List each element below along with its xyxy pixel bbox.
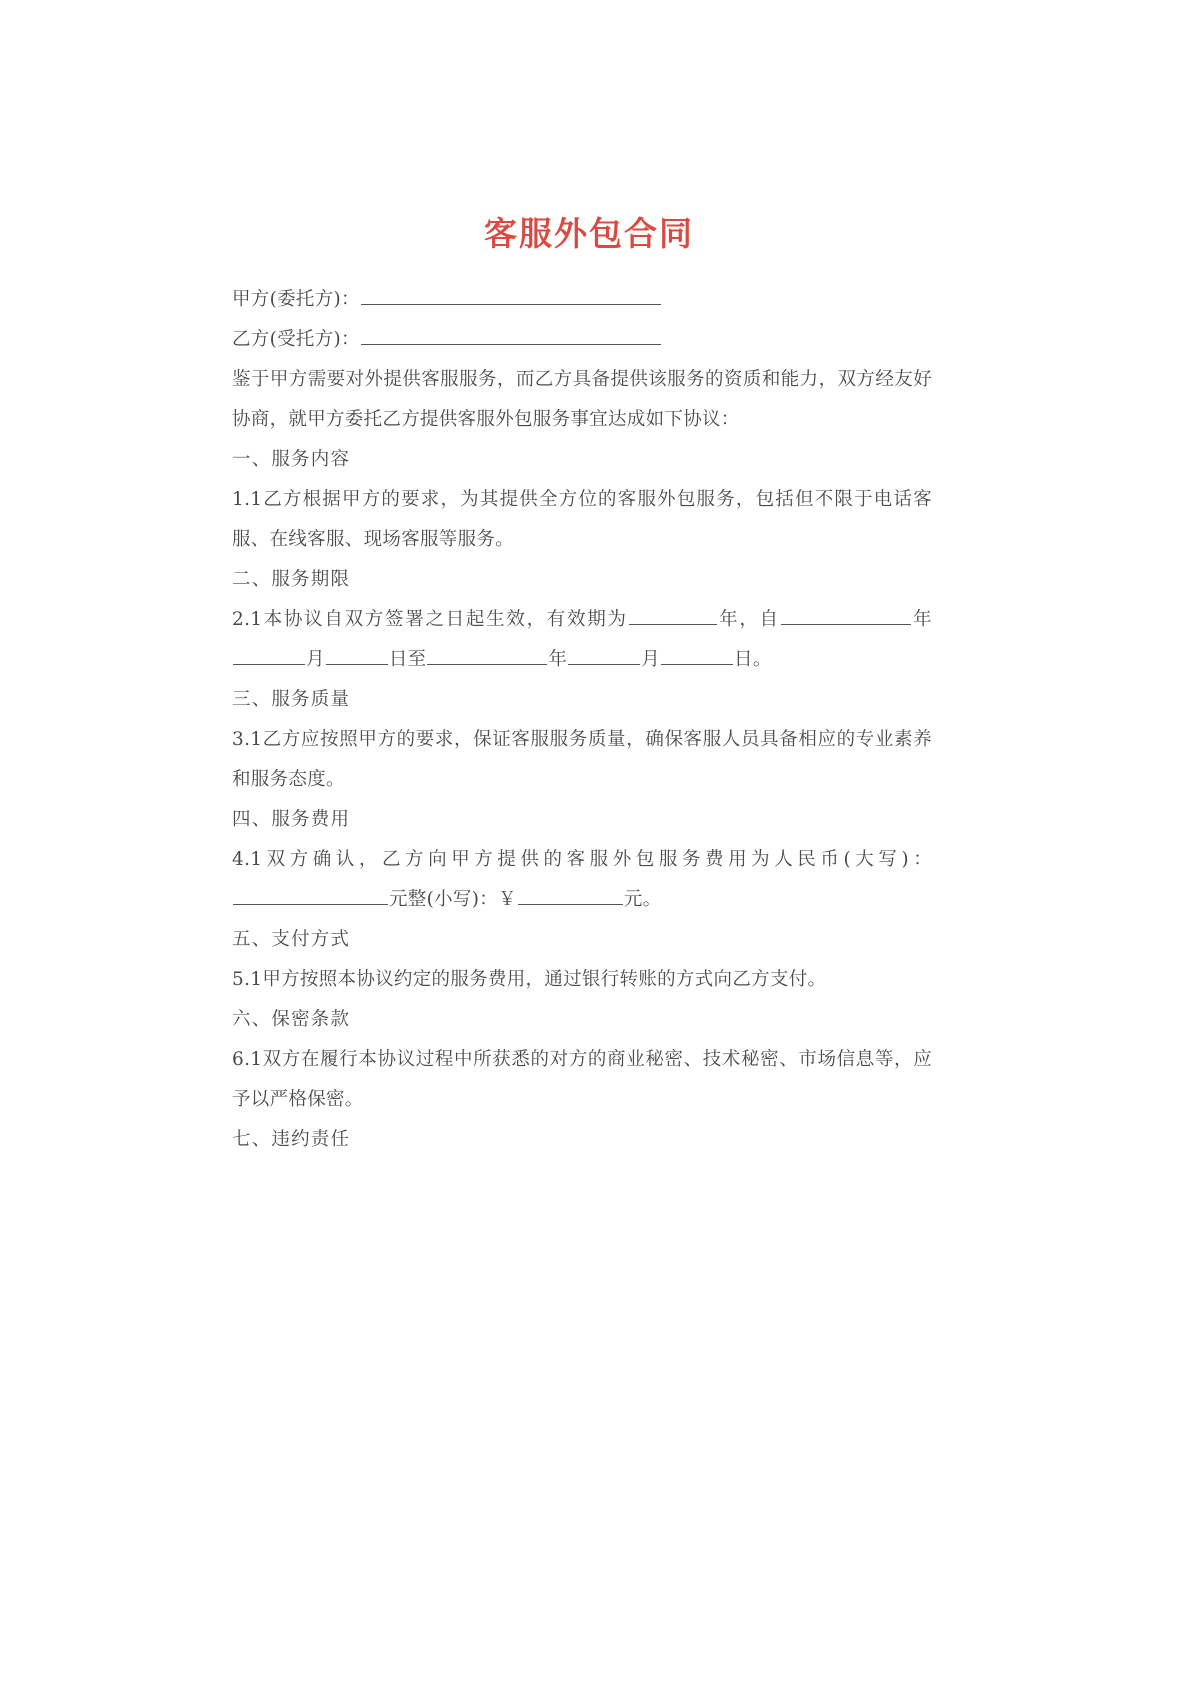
clause-6-1: 6.1双方在履行本协议过程中所获悉的对方的商业秘密、技术秘密、市场信息等，应予以严格保密。 [232,1048,932,1110]
start-month-blank[interactable] [233,647,305,665]
clause-1-1: 1.1乙方根据甲方的要求，为其提供全方位的客服外包服务，包括但不限于电话客服、在线客服、现场客服等服务。 [232,488,932,550]
clause-2-1-part3: 年 [911,608,932,630]
preamble-paragraph: 鉴于甲方需要对外提供客服服务，而乙方具备提供该服务的资质和能力，双方经友好协商，就甲方委托乙方提供客服外包服务事宜达成如下协议： [232,368,932,430]
fee-lowercase-blank[interactable] [518,887,623,905]
clause-2-1-part6: 年 [548,648,568,670]
document-body [232,214,932,1160]
clause-4-1-part2: 元整(小写)：￥ [389,888,517,910]
section-heading-5: 五、支付方式 [232,928,351,950]
clause-2-1-part8: 日。 [734,648,772,670]
party-b-blank[interactable] [361,327,661,345]
party-a-line [232,280,932,320]
party-b-line [232,320,932,360]
start-year-blank[interactable] [781,607,911,625]
clause-2-1-part1: 2.1本协议自双方签署之日起生效，有效期为 [232,608,628,630]
party-b-label: 乙方(受托方)： [232,328,360,350]
start-day-blank[interactable] [326,647,388,665]
clause-5-1: 5.1甲方按照本协议约定的服务费用，通过银行转账的方式向乙方支付。 [232,968,827,990]
fee-uppercase-blank[interactable] [233,887,388,905]
clause-2-1-part2: 年，自 [717,608,780,630]
section-heading-1: 一、服务内容 [232,448,351,470]
clause-4-1 [232,840,932,920]
clause-2-1-part4: 月 [306,648,325,670]
end-year-blank[interactable] [427,647,547,665]
end-day-blank[interactable] [661,647,733,665]
end-month-blank[interactable] [568,647,640,665]
party-a-label: 甲方(委托方)： [232,288,360,310]
clause-4-1-part1: 4.1双方确认，乙方向甲方提供的客服外包服务费用为人民币(大写)： [232,848,932,870]
section-heading-3: 三、服务质量 [232,688,351,710]
clause-4-1-part3: 元。 [623,888,662,910]
section-heading-4: 四、服务费用 [232,808,351,830]
section-heading-7: 七、违约责任 [232,1128,351,1150]
clause-2-1-part5: 日至 [388,648,427,670]
term-years-blank[interactable] [629,607,717,625]
section-heading-2: 二、服务期限 [232,568,351,590]
clause-2-1 [232,600,932,680]
section-heading-6: 六、保密条款 [232,1008,351,1030]
party-a-blank[interactable] [361,287,661,305]
page-title: 客服外包合同 [484,214,694,253]
clause-3-1: 3.1乙方应按照甲方的要求，保证客服服务质量，确保客服人员具备相应的专业素养和服务态度。 [232,728,932,790]
clause-2-1-part7: 月 [641,648,661,670]
